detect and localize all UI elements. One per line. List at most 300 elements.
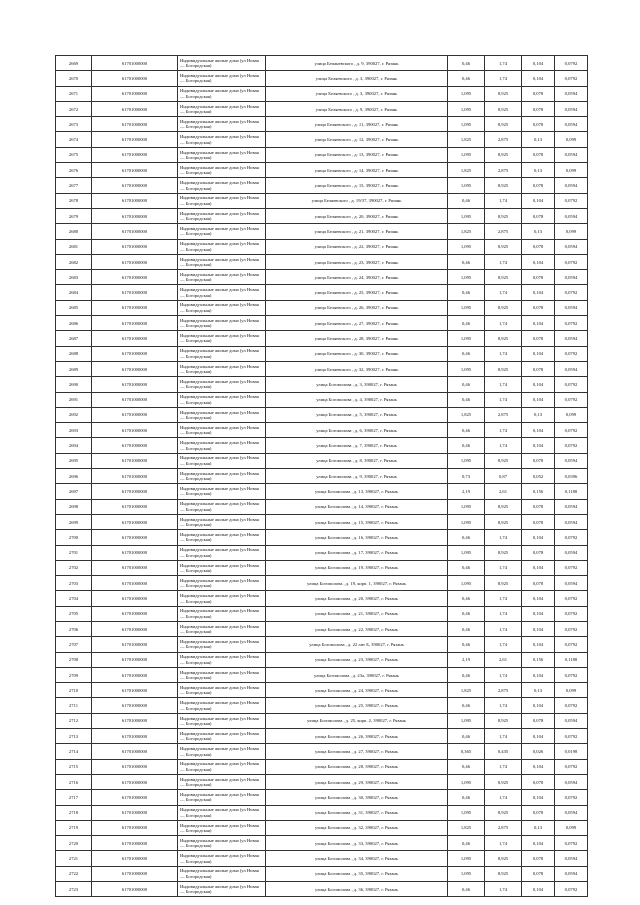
oktmo-code-cell: 61701000000	[92, 484, 178, 499]
table-row	[56, 652, 588, 667]
value-3-cell: 0,078	[522, 300, 555, 315]
building-type-cell: Индивидуальные жилые дома (ул Новая — Богородская)	[178, 163, 266, 178]
row-number-cell: 2691	[56, 392, 92, 407]
housing-table	[55, 55, 588, 897]
oktmo-code-cell: 61701000000	[92, 744, 178, 759]
value-4-cell: 0,099	[555, 683, 588, 698]
oktmo-code-cell: 61701000000	[92, 606, 178, 621]
value-4-cell: 0,0594	[555, 453, 588, 468]
building-type-cell: Индивидуальные жилые дома (ул Новая — Богородская)	[178, 759, 266, 774]
table-row	[56, 438, 588, 453]
address-cell: улица Богомолова , д. 26, 390027, г. Рязань	[266, 729, 448, 744]
row-number-cell: 2675	[56, 147, 92, 162]
table-row	[56, 101, 588, 116]
value-3-cell: 0,078	[522, 713, 555, 728]
address-cell: улица Беляевского , д. 15, 390027, г. Рязань	[266, 178, 448, 193]
oktmo-code-cell: 61701000000	[92, 208, 178, 223]
value-2-cell: 1,74	[485, 438, 522, 453]
oktmo-code-cell: 61701000000	[92, 300, 178, 315]
value-4-cell: 0,0594	[555, 805, 588, 820]
oktmo-code-cell: 61701000000	[92, 147, 178, 162]
row-number-cell: 2684	[56, 285, 92, 300]
value-1-cell: 0,46	[448, 316, 485, 331]
value-3-cell: 0,078	[522, 866, 555, 881]
row-number-cell: 2703	[56, 576, 92, 591]
building-type-cell: Индивидуальные жилые дома (ул Новая — Богородская)	[178, 774, 266, 789]
address-cell: улица Богомолова , д. 17, 390027, г. Рязань	[266, 545, 448, 560]
value-1-cell: 1,095	[448, 545, 485, 560]
value-3-cell: 0,104	[522, 560, 555, 575]
building-type-cell: Индивидуальные жилые дома (ул Новая — Богородская)	[178, 346, 266, 361]
building-type-cell: Индивидуальные жилые дома (ул Новая — Богородская)	[178, 101, 266, 116]
value-2-cell: 8,925	[485, 178, 522, 193]
building-type-cell: Индивидуальные жилые дома (ул Новая — Богородская)	[178, 576, 266, 591]
address-cell: улица Богомолова , д. 20, 390027, г. Рязань	[266, 591, 448, 606]
row-number-cell: 2723	[56, 882, 92, 897]
value-4-cell: 0,0594	[555, 576, 588, 591]
value-4-cell: 0,0792	[555, 836, 588, 851]
value-2-cell: 8,925	[485, 117, 522, 132]
table-row	[56, 56, 588, 71]
row-number-cell: 2678	[56, 193, 92, 208]
row-number-cell: 2669	[56, 56, 92, 71]
value-1-cell: 1,095	[448, 117, 485, 132]
value-3-cell: 0,13	[522, 683, 555, 698]
value-2-cell: 2,875	[485, 132, 522, 147]
value-1-cell: 0,46	[448, 667, 485, 682]
row-number-cell: 2677	[56, 178, 92, 193]
table-row	[56, 193, 588, 208]
building-type-cell: Индивидуальные жилые дома (ул Новая — Богородская)	[178, 469, 266, 484]
value-4-cell: 0,0594	[555, 178, 588, 193]
address-cell: улица Богомолова , д. 16, 390027, г. Рязань	[266, 530, 448, 545]
row-number-cell: 2689	[56, 361, 92, 376]
value-2-cell: 1,74	[485, 254, 522, 269]
value-2-cell: 1,74	[485, 423, 522, 438]
value-1-cell: 0,46	[448, 836, 485, 851]
value-3-cell: 0,078	[522, 117, 555, 132]
value-3-cell: 0,078	[522, 147, 555, 162]
value-3-cell: 0,104	[522, 606, 555, 621]
address-cell: улица Богомолова , д. 27, 390027, г. Рязань	[266, 744, 448, 759]
oktmo-code-cell: 61701000000	[92, 316, 178, 331]
value-1-cell: 1,095	[448, 331, 485, 346]
oktmo-code-cell: 61701000000	[92, 392, 178, 407]
value-2-cell: 1,74	[485, 560, 522, 575]
value-3-cell: 0,104	[522, 667, 555, 682]
value-4-cell: 0,0594	[555, 545, 588, 560]
table-row	[56, 469, 588, 484]
address-cell: улица Беляевского , д. 20, 390027, г. Рязань	[266, 208, 448, 223]
value-3-cell: 0,104	[522, 882, 555, 897]
building-type-cell: Индивидуальные жилые дома (ул Новая — Богородская)	[178, 392, 266, 407]
table-row	[56, 346, 588, 361]
address-cell: улица Богомолова , д. 23, 390027, г. Рязань	[266, 652, 448, 667]
value-2-cell: 1,74	[485, 882, 522, 897]
row-number-cell: 2699	[56, 514, 92, 529]
value-4-cell: 0,0594	[555, 713, 588, 728]
row-number-cell: 2670	[56, 71, 92, 86]
value-4-cell: 0,0594	[555, 866, 588, 881]
row-number-cell: 2683	[56, 270, 92, 285]
value-3-cell: 0,156	[522, 652, 555, 667]
value-2-cell: 2,875	[485, 683, 522, 698]
building-type-cell: Индивидуальные жилые дома (ул Новая — Богородская)	[178, 193, 266, 208]
value-4-cell: 0,0792	[555, 621, 588, 636]
building-type-cell: Индивидуальные жилые дома (ул Новая — Богородская)	[178, 882, 266, 897]
table-row	[56, 270, 588, 285]
table-body	[56, 56, 588, 897]
address-cell: улица Беляевского , д. 21, 390027, г. Рязань	[266, 224, 448, 239]
value-4-cell: 0,0594	[555, 361, 588, 376]
value-2-cell: 8,925	[485, 270, 522, 285]
building-type-cell: Индивидуальные жилые дома (ул Новая — Богородская)	[178, 530, 266, 545]
address-cell: улица Богомолова , д. 22 лит Б, 390027, г. Рязань	[266, 637, 448, 652]
building-type-cell: Индивидуальные жилые дома (ул Новая — Богородская)	[178, 239, 266, 254]
table-row	[56, 591, 588, 606]
table-row	[56, 576, 588, 591]
row-number-cell: 2709	[56, 667, 92, 682]
value-4-cell: 0,0792	[555, 254, 588, 269]
value-2-cell: 1,74	[485, 698, 522, 713]
value-2-cell: 8,925	[485, 361, 522, 376]
value-1-cell: 0,46	[448, 759, 485, 774]
value-4-cell: 0,0792	[555, 591, 588, 606]
building-type-cell: Индивидуальные жилые дома (ул Новая — Богородская)	[178, 683, 266, 698]
value-4-cell: 0,0594	[555, 147, 588, 162]
building-type-cell: Индивидуальные жилые дома (ул Новая — Богородская)	[178, 147, 266, 162]
oktmo-code-cell: 61701000000	[92, 331, 178, 346]
value-1-cell: 1,095	[448, 101, 485, 116]
table-row	[56, 300, 588, 315]
value-3-cell: 0,104	[522, 836, 555, 851]
oktmo-code-cell: 61701000000	[92, 790, 178, 805]
table-row	[56, 713, 588, 728]
oktmo-code-cell: 61701000000	[92, 560, 178, 575]
oktmo-code-cell: 61701000000	[92, 453, 178, 468]
value-2-cell: 8,925	[485, 208, 522, 223]
value-1-cell: 0,46	[448, 193, 485, 208]
value-3-cell: 0,104	[522, 621, 555, 636]
value-2-cell: 1,74	[485, 729, 522, 744]
oktmo-code-cell: 61701000000	[92, 163, 178, 178]
value-1-cell: 0,46	[448, 729, 485, 744]
table-row	[56, 239, 588, 254]
value-2-cell: 1,74	[485, 377, 522, 392]
building-type-cell: Индивидуальные жилые дома (ул Новая — Богородская)	[178, 316, 266, 331]
value-4-cell: 0,0792	[555, 316, 588, 331]
building-type-cell: Индивидуальные жилые дома (ул Новая — Богородская)	[178, 208, 266, 223]
table-row	[56, 71, 588, 86]
value-1-cell: 1,095	[448, 178, 485, 193]
row-number-cell: 2707	[56, 637, 92, 652]
value-2-cell: 8,925	[485, 86, 522, 101]
value-2-cell: 8,925	[485, 239, 522, 254]
address-cell: улица Богомолова , д. 36, 390027, г. Рязань	[266, 882, 448, 897]
value-3-cell: 0,078	[522, 101, 555, 116]
building-type-cell: Индивидуальные жилые дома (ул Новая — Богородская)	[178, 438, 266, 453]
value-1-cell: 1,095	[448, 453, 485, 468]
value-2-cell: 8,925	[485, 774, 522, 789]
value-4-cell: 0,0594	[555, 499, 588, 514]
value-2-cell: 1,74	[485, 71, 522, 86]
row-number-cell: 2714	[56, 744, 92, 759]
table-row	[56, 484, 588, 499]
value-2-cell: 1,74	[485, 316, 522, 331]
address-cell: улица Беляевского , д. 12, 390027, г. Рязань	[266, 132, 448, 147]
oktmo-code-cell: 61701000000	[92, 713, 178, 728]
address-cell: улица Богомолова , д. 34, 390027, г. Рязань	[266, 851, 448, 866]
value-2-cell: 8,925	[485, 514, 522, 529]
address-cell: улица Богомолова , д. 33, 390027, г. Рязань	[266, 836, 448, 851]
row-number-cell: 2706	[56, 621, 92, 636]
table-row	[56, 163, 588, 178]
value-1-cell: 2,19	[448, 484, 485, 499]
value-4-cell: 0,0792	[555, 423, 588, 438]
building-type-cell: Индивидуальные жилые дома (ул Новая — Богородская)	[178, 514, 266, 529]
value-4-cell: 0,0792	[555, 790, 588, 805]
table-row	[56, 453, 588, 468]
value-1-cell: 0,46	[448, 423, 485, 438]
oktmo-code-cell: 61701000000	[92, 591, 178, 606]
value-4-cell: 0,0792	[555, 729, 588, 744]
value-1-cell: 0,46	[448, 392, 485, 407]
building-type-cell: Индивидуальные жилые дома (ул Новая — Богородская)	[178, 606, 266, 621]
table-row	[56, 285, 588, 300]
row-number-cell: 2721	[56, 851, 92, 866]
row-number-cell: 2698	[56, 499, 92, 514]
value-1-cell: 0,46	[448, 377, 485, 392]
value-1-cell: 1,825	[448, 132, 485, 147]
address-cell: улица Богомолова , д. 6, 390027, г. Рязань	[266, 423, 448, 438]
building-type-cell: Индивидуальные жилые дома (ул Новая — Богородская)	[178, 591, 266, 606]
value-2-cell: 8,925	[485, 805, 522, 820]
table-row	[56, 178, 588, 193]
row-number-cell: 2708	[56, 652, 92, 667]
row-number-cell: 2715	[56, 759, 92, 774]
address-cell: улица Беляевского , д. 19/37, 390027, г. Рязань	[266, 193, 448, 208]
address-cell: улица Богомолова , д. 31, 390027, г. Рязань	[266, 805, 448, 820]
table-row	[56, 621, 588, 636]
building-type-cell: Индивидуальные жилые дома (ул Новая — Богородская)	[178, 86, 266, 101]
value-3-cell: 0,078	[522, 361, 555, 376]
building-type-cell: Индивидуальные жилые дома (ул Новая — Богородская)	[178, 423, 266, 438]
row-number-cell: 2688	[56, 346, 92, 361]
value-3-cell: 0,078	[522, 774, 555, 789]
address-cell: улица Богомолова , д. 22, 390027, г. Рязань	[266, 621, 448, 636]
building-type-cell: Индивидуальные жилые дома (ул Новая — Богородская)	[178, 805, 266, 820]
row-number-cell: 2705	[56, 606, 92, 621]
value-2-cell: 8,925	[485, 866, 522, 881]
value-4-cell: 0,0594	[555, 300, 588, 315]
value-4-cell: 0,0594	[555, 208, 588, 223]
row-number-cell: 2682	[56, 254, 92, 269]
value-3-cell: 0,078	[522, 576, 555, 591]
value-4-cell: 0,099	[555, 132, 588, 147]
value-1-cell: 0,46	[448, 71, 485, 86]
address-cell: улица Богомолова , д. 21, 390027, г. Рязань	[266, 606, 448, 621]
oktmo-code-cell: 61701000000	[92, 224, 178, 239]
value-2-cell: 2,61	[485, 652, 522, 667]
value-4-cell: 0,0198	[555, 744, 588, 759]
value-2-cell: 1,74	[485, 637, 522, 652]
row-number-cell: 2717	[56, 790, 92, 805]
table-row	[56, 882, 588, 897]
building-type-cell: Индивидуальные жилые дома (ул Новая — Богородская)	[178, 331, 266, 346]
value-1-cell: 0,46	[448, 560, 485, 575]
address-cell: улица Беляевского , д. 24, 390027, г. Рязань	[266, 270, 448, 285]
table-row	[56, 331, 588, 346]
value-1-cell: 0,46	[448, 790, 485, 805]
building-type-cell: Индивидуальные жилые дома (ул Новая — Богородская)	[178, 713, 266, 728]
value-1-cell: 1,825	[448, 683, 485, 698]
value-1-cell: 2,19	[448, 652, 485, 667]
address-cell: улица Богомолова , д. 24, 390027, г. Рязань	[266, 683, 448, 698]
address-cell: улица Богомолова , д. 19, 390027, г. Рязань	[266, 560, 448, 575]
value-3-cell: 0,078	[522, 86, 555, 101]
value-4-cell: 0,0792	[555, 346, 588, 361]
value-4-cell: 0,0792	[555, 560, 588, 575]
oktmo-code-cell: 61701000000	[92, 759, 178, 774]
table-row	[56, 637, 588, 652]
row-number-cell: 2704	[56, 591, 92, 606]
row-number-cell: 2680	[56, 224, 92, 239]
row-number-cell: 2694	[56, 438, 92, 453]
value-3-cell: 0,104	[522, 591, 555, 606]
building-type-cell: Индивидуальные жилые дома (ул Новая — Богородская)	[178, 545, 266, 560]
value-1-cell: 1,825	[448, 163, 485, 178]
oktmo-code-cell: 61701000000	[92, 469, 178, 484]
value-3-cell: 0,104	[522, 729, 555, 744]
value-3-cell: 0,13	[522, 407, 555, 422]
row-number-cell: 2700	[56, 530, 92, 545]
value-2-cell: 8,925	[485, 545, 522, 560]
value-2-cell: 8,925	[485, 101, 522, 116]
value-3-cell: 0,078	[522, 805, 555, 820]
building-type-cell: Индивидуальные жилые дома (ул Новая — Богородская)	[178, 178, 266, 193]
row-number-cell: 2720	[56, 836, 92, 851]
value-4-cell: 0,0594	[555, 514, 588, 529]
value-3-cell: 0,104	[522, 698, 555, 713]
value-3-cell: 0,078	[522, 208, 555, 223]
oktmo-code-cell: 61701000000	[92, 698, 178, 713]
row-number-cell: 2710	[56, 683, 92, 698]
building-type-cell: Индивидуальные жилые дома (ул Новая — Богородская)	[178, 698, 266, 713]
value-4-cell: 0,0792	[555, 606, 588, 621]
value-4-cell: 0,0792	[555, 377, 588, 392]
value-3-cell: 0,078	[522, 545, 555, 560]
oktmo-code-cell: 61701000000	[92, 514, 178, 529]
table-row	[56, 147, 588, 162]
address-cell: улица Богомолова , д. 3, 390027, г. Рязань	[266, 377, 448, 392]
value-3-cell: 0,026	[522, 744, 555, 759]
value-4-cell: 0,0792	[555, 759, 588, 774]
value-2-cell: 2,875	[485, 224, 522, 239]
building-type-cell: Индивидуальные жилые дома (ул Новая — Богородская)	[178, 820, 266, 835]
value-3-cell: 0,078	[522, 453, 555, 468]
row-number-cell: 2674	[56, 132, 92, 147]
value-4-cell: 0,0792	[555, 392, 588, 407]
oktmo-code-cell: 61701000000	[92, 101, 178, 116]
row-number-cell: 2711	[56, 698, 92, 713]
value-1-cell: 1,825	[448, 820, 485, 835]
table-row	[56, 530, 588, 545]
oktmo-code-cell: 61701000000	[92, 86, 178, 101]
value-1-cell: 0,46	[448, 882, 485, 897]
value-4-cell: 0,0594	[555, 101, 588, 116]
oktmo-code-cell: 61701000000	[92, 71, 178, 86]
row-number-cell: 2671	[56, 86, 92, 101]
building-type-cell: Индивидуальные жилые дома (ул Новая — Богородская)	[178, 453, 266, 468]
address-cell: улица Богомолова , д. 19, корп. 1, 390027, г. Рязань	[266, 576, 448, 591]
address-cell: улица Бепаневского , д. 9, 390027, г. Рязань	[266, 56, 448, 71]
value-4-cell: 0,0792	[555, 698, 588, 713]
address-cell: улица Богомолова , д. 8, 390027, г. Рязань	[266, 453, 448, 468]
value-3-cell: 0,052	[522, 469, 555, 484]
table-row	[56, 499, 588, 514]
oktmo-code-cell: 61701000000	[92, 117, 178, 132]
building-type-cell: Индивидуальные жилые дома (ул Новая — Богородская)	[178, 132, 266, 147]
address-cell: улица Беляевского , д. 30, 390027, г. Рязань	[266, 346, 448, 361]
table-row	[56, 361, 588, 376]
oktmo-code-cell: 61701000000	[92, 882, 178, 897]
table-row	[56, 407, 588, 422]
value-3-cell: 0,078	[522, 178, 555, 193]
table-row	[56, 545, 588, 560]
address-cell: улица Богомолова , д. 4, 390027, г. Рязань	[266, 392, 448, 407]
value-2-cell: 8,925	[485, 851, 522, 866]
address-cell: улица Богомолова , д. 35, 390027, г. Рязань	[266, 866, 448, 881]
value-1-cell: 0,46	[448, 530, 485, 545]
value-3-cell: 0,078	[522, 270, 555, 285]
building-type-cell: Индивидуальные жилые дома (ул Новая — Богородская)	[178, 117, 266, 132]
value-2-cell: 1,74	[485, 759, 522, 774]
table-row	[56, 392, 588, 407]
value-1-cell: 1,095	[448, 239, 485, 254]
address-cell: улица Богомолова , д. 28, 390027, г. Рязань	[266, 759, 448, 774]
value-4-cell: 0,0792	[555, 882, 588, 897]
value-3-cell: 0,104	[522, 193, 555, 208]
row-number-cell: 2701	[56, 545, 92, 560]
oktmo-code-cell: 61701000000	[92, 683, 178, 698]
oktmo-code-cell: 61701000000	[92, 667, 178, 682]
table-row	[56, 316, 588, 331]
value-1-cell: 1,095	[448, 851, 485, 866]
value-4-cell: 0,0792	[555, 530, 588, 545]
value-3-cell: 0,078	[522, 239, 555, 254]
building-type-cell: Индивидуальные жилые дома (ул Новая — Богородская)	[178, 499, 266, 514]
value-1-cell: 1,095	[448, 147, 485, 162]
value-2-cell: 1,74	[485, 530, 522, 545]
address-cell: улица Беляевского , д. 25, 390027, г. Рязань	[266, 285, 448, 300]
value-1-cell: 0,46	[448, 637, 485, 652]
table-row	[56, 377, 588, 392]
value-1-cell: 1,095	[448, 514, 485, 529]
address-cell: улица Беляевского , д. 27, 390027, г. Рязань	[266, 316, 448, 331]
table-row	[56, 254, 588, 269]
value-2-cell: 8,925	[485, 147, 522, 162]
address-cell: улица Богомолова , д. 29, 390027, г. Рязань	[266, 774, 448, 789]
oktmo-code-cell: 61701000000	[92, 407, 178, 422]
building-type-cell: Индивидуальные жилые дома (ул Новая — Богородская)	[178, 836, 266, 851]
table-row	[56, 667, 588, 682]
address-cell: улица Беляевского , д. 13, 390027, г. Рязань	[266, 147, 448, 162]
value-4-cell: 0,0594	[555, 117, 588, 132]
value-2-cell: 1,74	[485, 392, 522, 407]
address-cell: улица Беляевского , д. 23, 390027, г. Рязань	[266, 254, 448, 269]
row-number-cell: 2697	[56, 484, 92, 499]
value-4-cell: 0,0594	[555, 774, 588, 789]
